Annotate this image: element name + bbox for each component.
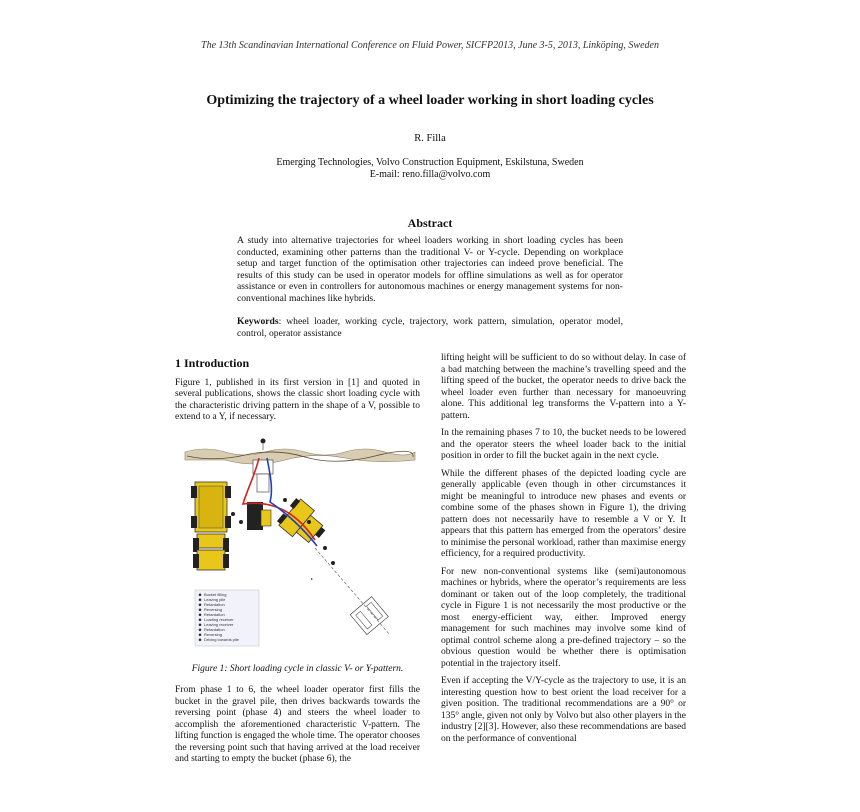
right-column [441,353,686,751]
legend-marker [199,613,202,616]
author-name: R. Filla [414,133,446,144]
running-head: The 13th Scandinavian International Conference on Fluid Power, SICFP2013, June 3-5, 2013, Linköping, Sweden [201,40,659,51]
keywords-label: Keywords [237,316,279,327]
abstract-heading: Abstract [407,216,453,230]
abstract-text: A study into alternative trajectories for wheel loaders working in short loading cycles has been conducted, examining other patterns than the traditional V- or Y-cycle. Depending on workplace setup and target function of the optimisation other trajectories can indeed prove beneficial. The results of this study can be used in operator models for offline simulations as well as for operator assistance or even in controllers for autonomous machines or energy management systems for non-conventional machines like hybrids. [237,235,623,304]
legend-item: Retardation [204,601,225,607]
section-heading: 1 Introduction [175,356,250,370]
legend-item: Retardation [204,626,225,632]
reversing-note: ▸ [311,575,314,581]
legend-item: Leaving pile [204,596,226,602]
intro-paragraph-1: Figure 1, published in its first version in [1] and quoted in several publications, shows the classic short loading cycle with the characteristic driving pattern in the shape of a V, possible to extend to a Y, if necessary. [175,377,420,422]
legend-marker [199,633,202,636]
right-paragraph-1: lifting height will be sufficient to do so without delay. In case of a bad matching between the machine’s travelling speed and the lifting speed of the bucket, the operator needs to drive back the wheel loader even further than necessary for manoeuvring alone. This additional leg transforms the V-pattern into a Y-pattern. [441,353,686,421]
legend-item: Leaving receiver [204,621,234,627]
author-email: E-mail: reno.filla@volvo.com [369,169,491,180]
figure-1 [175,430,420,656]
legend-item: Retardation [204,611,225,617]
load-receiver-truck [191,482,231,570]
right-paragraph-2: In the remaining phases 7 to 10, the bucket needs to be lowered and the operator steers the wheel loader back to the initial position in order to fill the bucket again in the next cycle. [441,428,686,461]
legend-marker [199,593,202,596]
keywords-text: : wheel loader, working cycle, trajectory, work pattern, simulation, operator model, control, operator assistance [237,316,623,339]
legend-item: Reversing [204,631,223,637]
legend-marker [199,598,202,601]
legend-marker [199,628,202,631]
affiliation-block [0,157,860,181]
legend-marker [199,623,202,626]
legend-item: Bucket filling [204,591,227,597]
legend-marker [199,638,202,641]
legend-marker [199,618,202,621]
keywords [237,316,623,339]
affiliation: Emerging Technologies, Volvo Construction Equipment, Eskilstuna, Sweden [276,157,584,168]
right-paragraph-5: Even if accepting the V/Y-cycle as the trajectory to use, it is an interesting question how to best orient the load receiver for a given position. The traditional recommendations are a 90° or 135° angle, given not only by Volvo but also other players in the industry [2][3]. However, also these recommendations are based on the performance of conventional [441,676,686,744]
legend-item: Driving towards pile [204,636,239,642]
right-paragraph-4: For new non-conventional systems like (semi)autonomous machines or hybrids, where the operator’s requirements are less dominant or taken out of the loop completely, the traditional cycle in Figure 1 is not necessarily the most productive or the most energy-efficient way, either. Improved energy management for such machines may involve some kind of optimal control scheme along a pre-defined trajectory – so the obvious question would be whether there is optimisation potential in the trajectory itself. [441,566,686,669]
figure-caption: Figure 1: Short loading cycle in classic V- or Y-pattern. [191,663,404,674]
legend-item: Loading receiver [204,616,234,622]
paper-title: Optimizing the trajectory of a wheel loader working in short loading cycles [206,93,654,108]
right-paragraph-3: While the different phases of the depicted loading cycle are generally applicable (even though in other circumstances it might be meaningful to introduce new phases and events or combine some of the phases shown in Figure 1), the driving pattern does not necessarily have to resemble a V or Y. It appears that this pattern has emerged from the operators’ desire to minimise the personal workload, rather than maximise energy efficiency, for a required productivity. [441,468,686,559]
phase-marker [261,438,266,443]
legend-marker [199,608,202,611]
left-column [175,358,420,772]
legend-item: Reversing [204,606,223,612]
legend-marker [199,603,202,606]
intro-paragraph-2: From phase 1 to 6, the wheel loader operator first fills the bucket in the gravel pile, then drives backwards towards the reversing point (phase 4) and steers the wheel loader to accomplish the aforementioned characteristic V-pattern. The lifting function is engaged the whole time. The operator chooses the reversing point such that having arrived at the load receiver and starting to empty the bucket (phase 6), the [175,685,420,764]
wheel-loader-diagram [175,430,420,656]
